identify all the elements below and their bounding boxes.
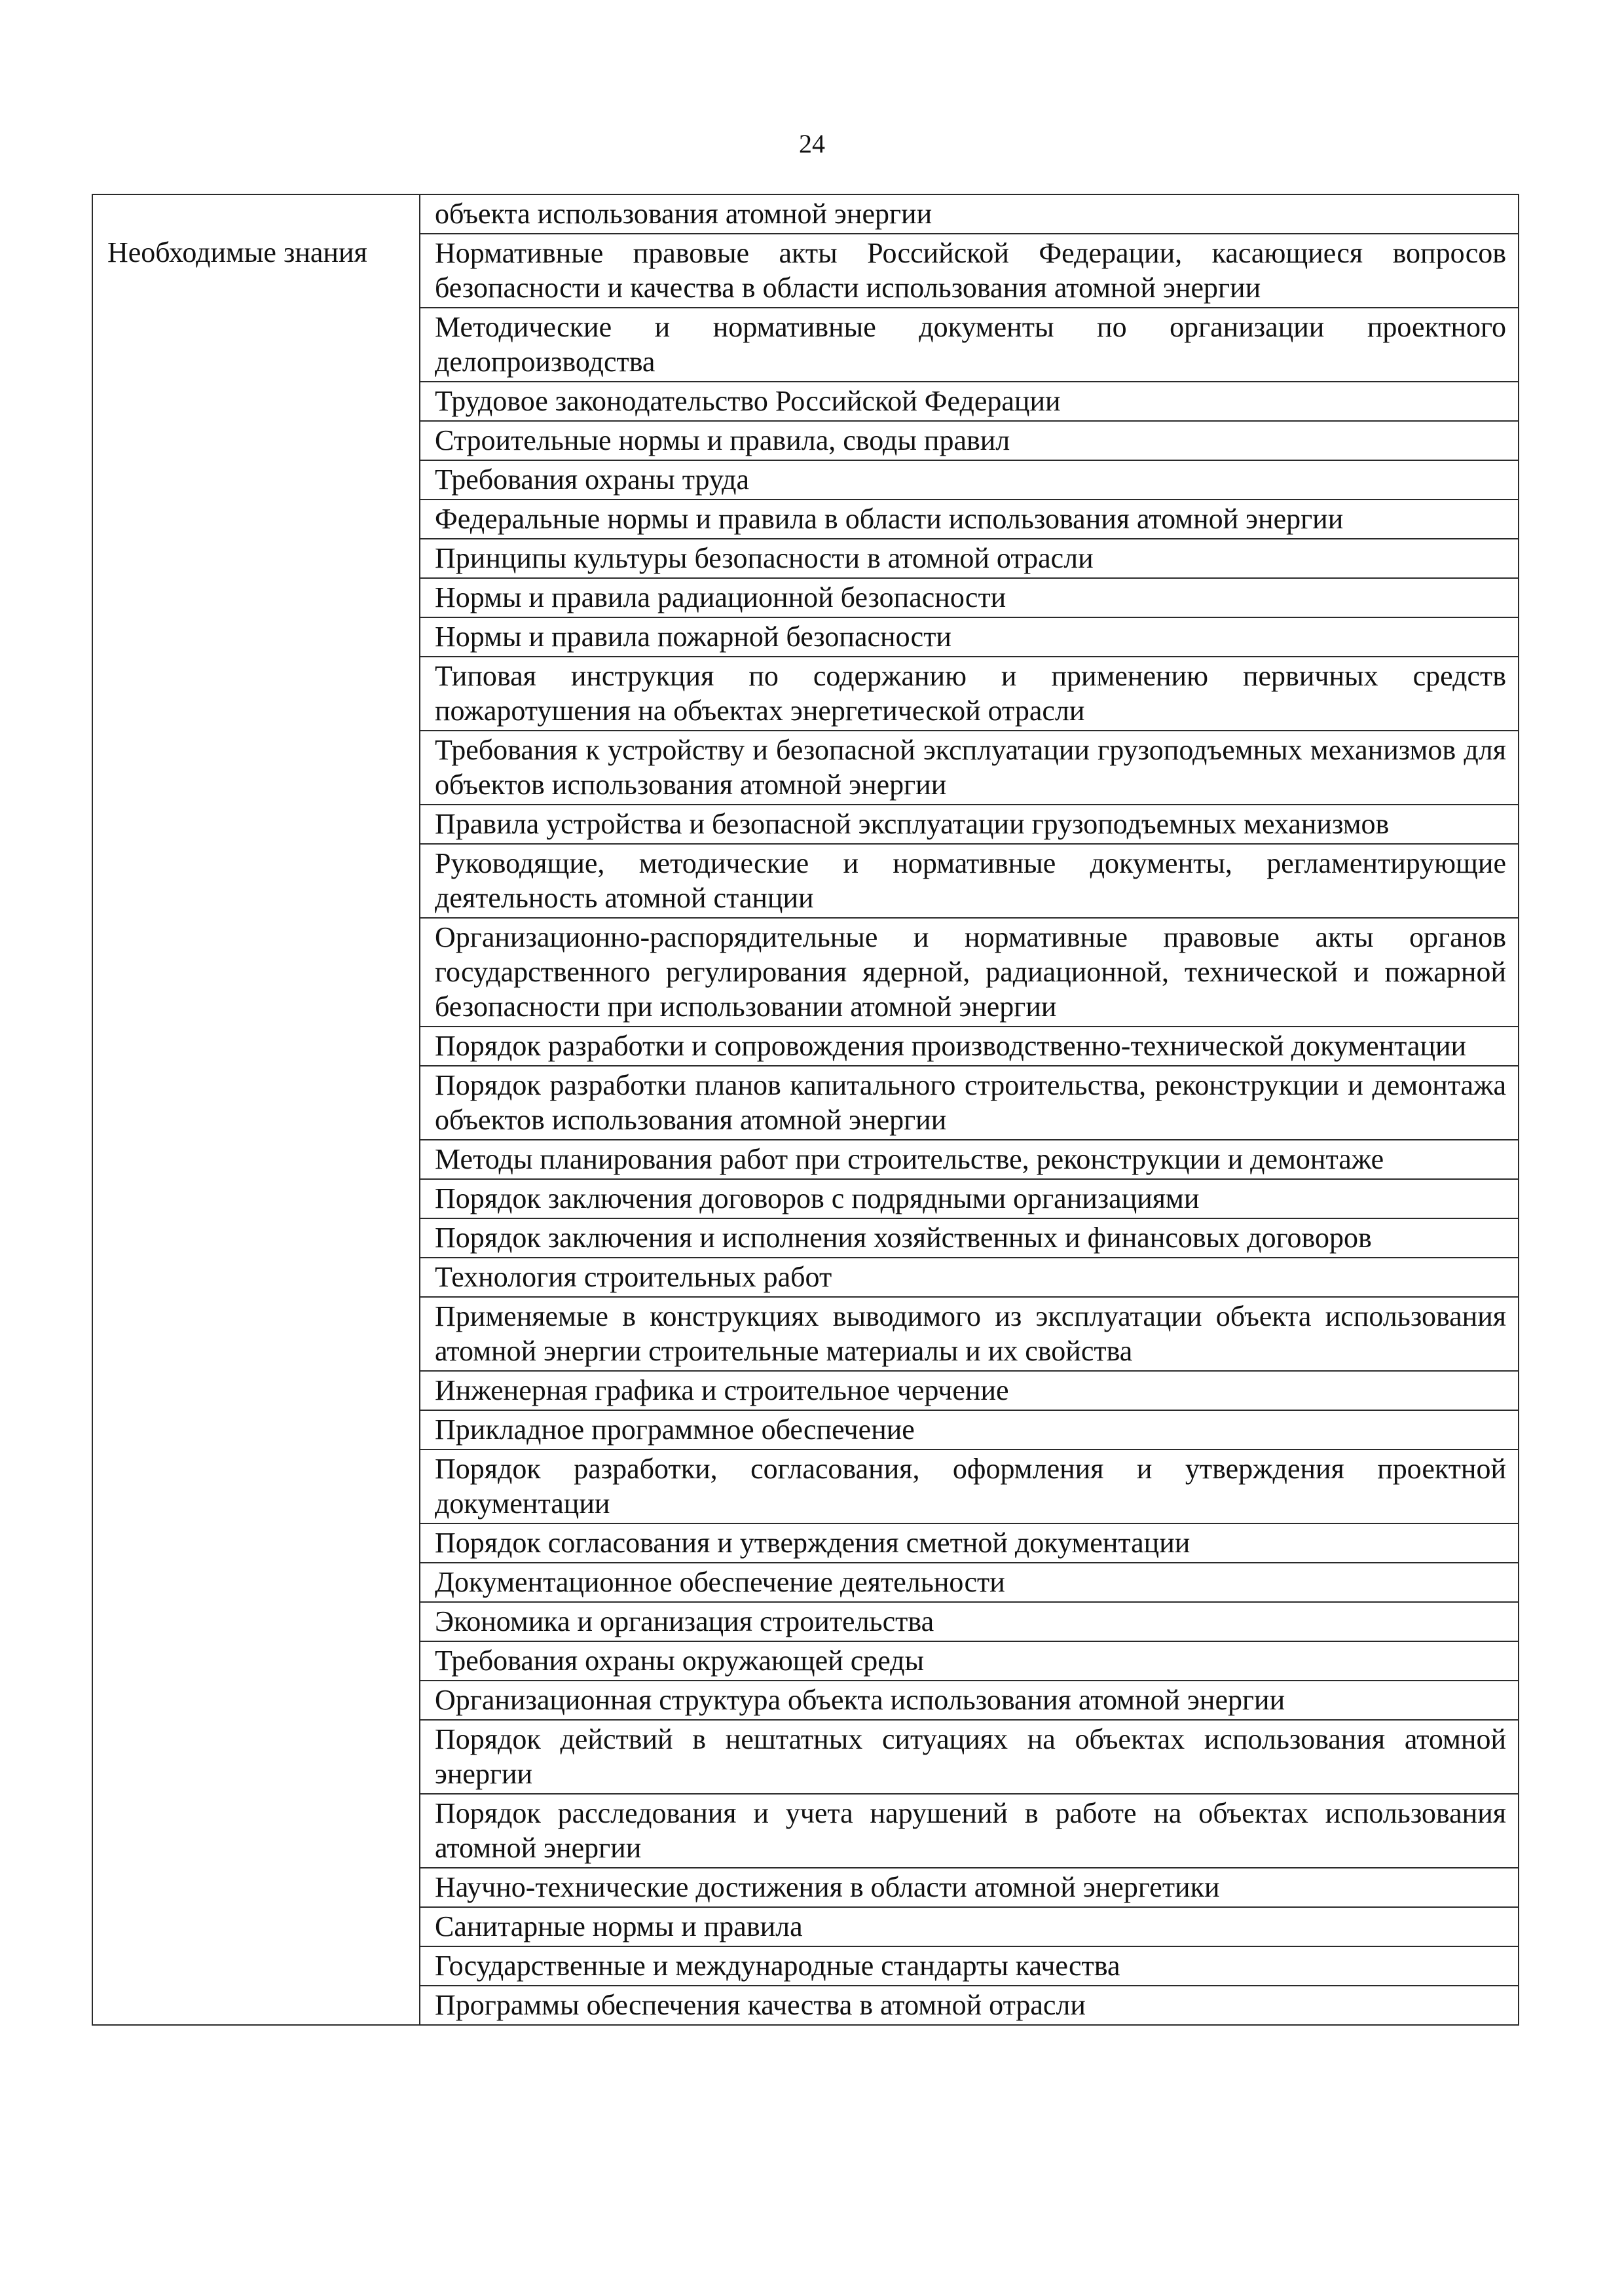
continuation-row: [92, 194, 1519, 234]
knowledge-item: Методы планирования работ при строительстве, реконструкции и демонтаже: [420, 1140, 1519, 1179]
knowledge-item: Федеральные нормы и правила в области использования атомной энергии: [420, 500, 1519, 539]
knowledge-item: Санитарные нормы и правила: [420, 1907, 1519, 1946]
knowledge-item: Организационно-распорядительные и нормативные правовые акты органов государственного регулирования ядерной, радиационной, технической и пожарной безопасности при использовании атомной энергии: [420, 918, 1519, 1027]
knowledge-item: Порядок разработки планов капитального строительства, реконструкции и демонтажа объектов использования атомной энергии: [420, 1066, 1519, 1140]
knowledge-item: Порядок разработки и сопровождения производственно-технической документации: [420, 1027, 1519, 1066]
knowledge-item: Методические и нормативные документы по организации проектного делопроизводства: [420, 308, 1519, 382]
knowledge-item: Принципы культуры безопасности в атомной отрасли: [420, 539, 1519, 578]
empty-label-cell: [92, 194, 420, 234]
knowledge-item: Строительные нормы и правила, своды правил: [420, 421, 1519, 460]
table-body: [92, 194, 1519, 2025]
knowledge-item: Порядок действий в нештатных ситуациях на объектах использования атомной энергии: [420, 1720, 1519, 1794]
knowledge-item: Порядок разработки, согласования, оформления и утверждения проектной документации: [420, 1449, 1519, 1523]
knowledge-item: Документационное обеспечение деятельности: [420, 1563, 1519, 1602]
knowledge-item: Порядок заключения и исполнения хозяйственных и финансовых договоров: [420, 1218, 1519, 1258]
knowledge-item: Программы обеспечения качества в атомной отрасли: [420, 1986, 1519, 2025]
knowledge-item: Требования к устройству и безопасной эксплуатации грузоподъемных механизмов для объектов использования атомной энергии: [420, 731, 1519, 805]
knowledge-item: Правила устройства и безопасной эксплуатации грузоподъемных механизмов: [420, 805, 1519, 844]
knowledge-item: Типовая инструкция по содержанию и применению первичных средств пожаротушения на объектах энергетической отрасли: [420, 657, 1519, 731]
knowledge-item: Требования охраны окружающей среды: [420, 1641, 1519, 1681]
continuation-cell: объекта использования атомной энергии: [420, 194, 1519, 234]
knowledge-item: Нормативные правовые акты Российской Федерации, касающиеся вопросов безопасности и качества в области использования атомной энергии: [420, 234, 1519, 308]
knowledge-item: Порядок заключения договоров с подрядными организациями: [420, 1179, 1519, 1218]
knowledge-item: Нормы и правила пожарной безопасности: [420, 617, 1519, 657]
knowledge-item: Инженерная графика и строительное черчение: [420, 1371, 1519, 1410]
knowledge-item: Требования охраны труда: [420, 460, 1519, 500]
knowledge-item: Прикладное программное обеспечение: [420, 1410, 1519, 1449]
knowledge-item: Технология строительных работ: [420, 1258, 1519, 1297]
knowledge-item: Порядок расследования и учета нарушений в работе на объектах использования атомной энергии: [420, 1794, 1519, 1868]
knowledge-item: Организационная структура объекта использования атомной энергии: [420, 1681, 1519, 1720]
knowledge-item: Руководящие, методические и нормативные документы, регламентирующие деятельность атомной станции: [420, 844, 1519, 918]
page-number: 24: [799, 129, 825, 158]
knowledge-item: Государственные и международные стандарты качества: [420, 1946, 1519, 1986]
section-label: Необходимые знания: [92, 234, 420, 2025]
table-row: [92, 234, 1519, 308]
knowledge-table: [92, 194, 1519, 2026]
knowledge-item: Экономика и организация строительства: [420, 1602, 1519, 1641]
knowledge-item: Трудовое законодательство Российской Федерации: [420, 382, 1519, 421]
knowledge-item: Нормы и правила радиационной безопасности: [420, 578, 1519, 617]
knowledge-item: Порядок согласования и утверждения сметной документации: [420, 1523, 1519, 1563]
knowledge-item: Научно-технические достижения в области атомной энергетики: [420, 1868, 1519, 1907]
knowledge-item: Применяемые в конструкциях выводимого из эксплуатации объекта использования атомной энергии строительные материалы и их свойства: [420, 1297, 1519, 1371]
